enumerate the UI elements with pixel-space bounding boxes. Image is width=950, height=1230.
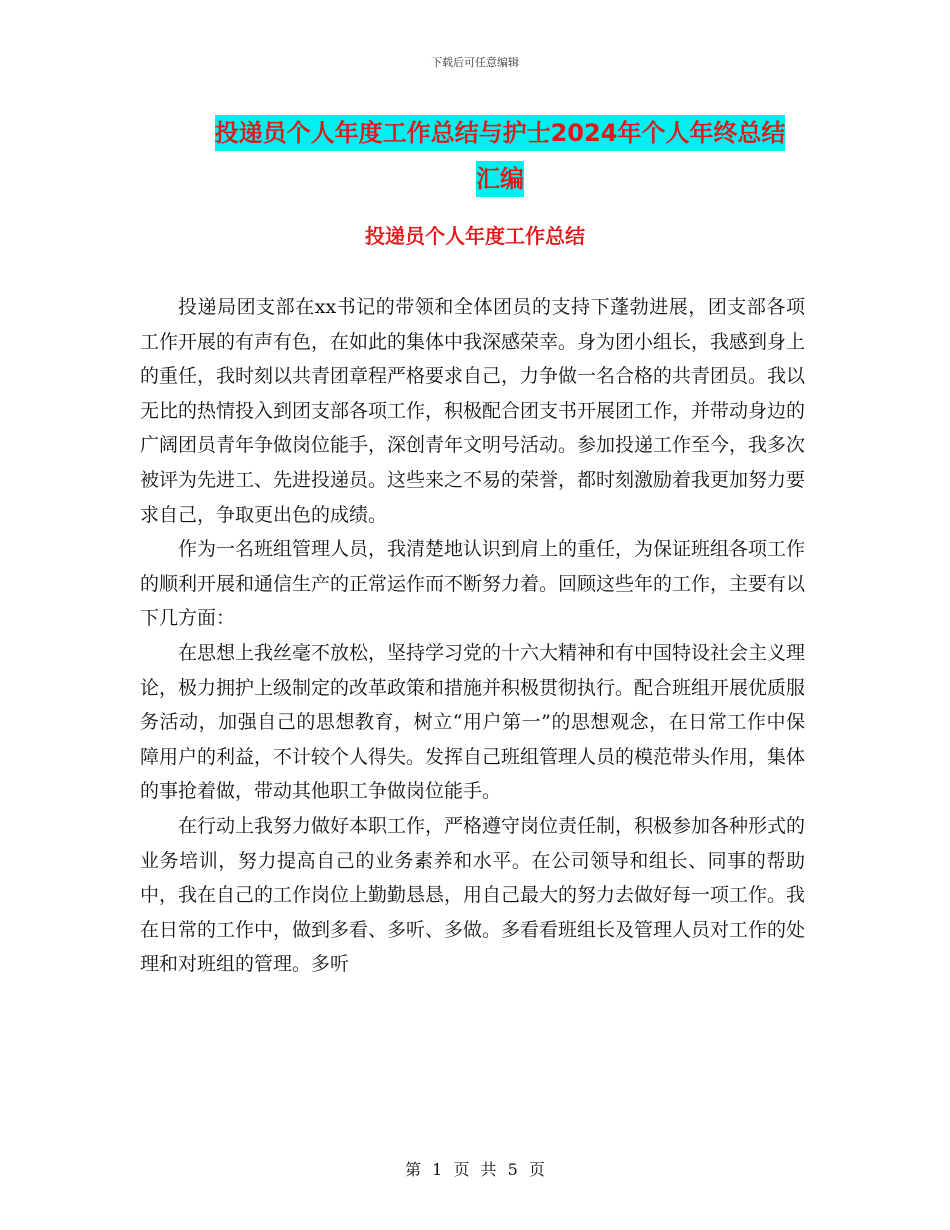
header-note: 下载后可任意编辑 bbox=[431, 56, 519, 69]
page-number: 第 1 页 共 5 页 bbox=[405, 1160, 545, 1179]
paragraph: 在思想上我丝毫不放松，坚持学习党的十六大精神和有中国特设社会主义理论，极力拥护上级制定的改革政策和措施并积极贯彻执行。配合班组开展优质服务活动，加强自己的思想教育，树立“用户第一”的思想观念，在日常工作中保障用户的利益，不计较个人得失。发挥自己班组管理人员的模范带头作用，集体的事抢着做，带动其他职工争做岗位能手。 bbox=[140, 641, 806, 803]
document-title-line-1: 投递员个人年度工作总结与护士2024年个人年终总结 bbox=[215, 115, 786, 151]
document-title-line-2: 汇编 bbox=[476, 161, 524, 197]
section-title: 投递员个人年度工作总结 bbox=[365, 224, 585, 248]
paragraph: 投递局团支部在xx书记的带领和全体团员的支持下蓬勃进展，团支部各项工作开展的有声有色，在如此的集体中我深感荣幸。身为团小组长，我感到身上的重任，我时刻以共青团章程严格要求自己，力争做一名合格的共青团员。我以无比的热情投入到团支部各项工作，积极配合团支书开展团工作，并带动身边的广阔团员青年争做岗位能手，深创青年文明号活动。参加投递工作至今，我多次被评为先进工、先进投递员。这些来之不易的荣誉，都时刻激励着我更加努力要求自己，争取更出色的成绩。 bbox=[140, 296, 806, 526]
document-title bbox=[140, 110, 860, 202]
paragraph: 作为一名班组管理人员，我清楚地认识到肩上的重任，为保证班组各项工作的顺利开展和通信生产的正常运作而不断努力着。回顾这些年的工作，主要有以下几方面： bbox=[140, 538, 806, 630]
body-text bbox=[140, 290, 805, 982]
paragraph: 在行动上我努力做好本职工作，严格遵守岗位责任制，积极参加各种形式的业务培训，努力提高自己的业务素养和水平。在公司领导和组长、同事的帮助中，我在自己的工作岗位上勤勤恳恳，用自己最大的努力去做好每一项工作。我在日常的工作中，做到多看、多听、多做。多看看班组长及管理人员对工作的处理和对班组的管理。多听 bbox=[140, 814, 806, 976]
